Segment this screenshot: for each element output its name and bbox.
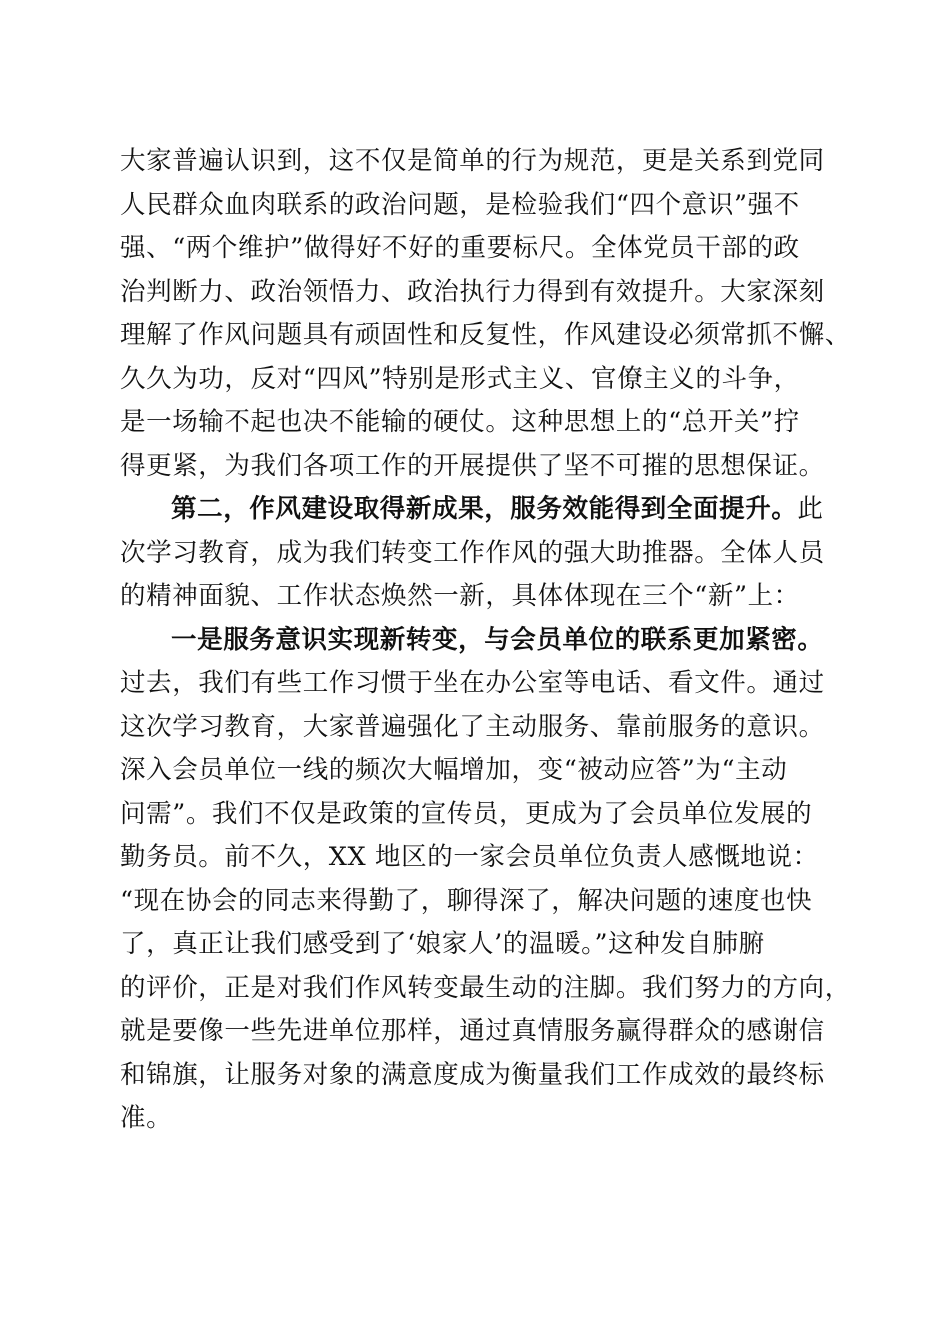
text-line: 准。 (120, 1103, 173, 1133)
section-heading: 第二，作风建设取得新成果，服务效能得到全面提升。 (171, 494, 798, 524)
text-line: 这次学习教育，大家普遍强化了主动服务、靠前服务的意识。 (120, 711, 825, 742)
text-line: 理解了作风问题具有顽固性和反复性，作风建设必须常抓不懈、 (120, 320, 851, 350)
text-line: 过去，我们有些工作习惯于坐在办公室等电话、看文件。通过 (120, 668, 825, 698)
text-line: 久久为功，反对“四风”特别是形式主义、官僚主义的斗争， (120, 363, 800, 394)
text-line: 勤务员。前不久，XX 地区的一家会员单位负责人感慨地说： (120, 842, 819, 872)
text-line: 大家普遍认识到，这不仅是简单的行为规范，更是关系到党同 (120, 146, 825, 176)
text-line: 就是要像一些先进单位那样，通过真情服务赢得群众的感谢信 (120, 1016, 825, 1046)
text-line: 深入会员单位一线的频次大幅增加，变“被动应答”为“主动 (120, 755, 788, 785)
text-line: “现在协会的同志来得勤了，聊得深了，解决问题的速度也快 (120, 885, 813, 916)
section-heading-rest: 此 (797, 494, 824, 524)
text-line: 的评价，正是对我们作风转变最生动的注脚。我们努力的方向， (120, 972, 851, 1003)
text-line: 强、“两个维护”做得好不好的重要标尺。全体党员干部的政 (120, 233, 800, 263)
text-line: 是一场输不起也决不能输的硬仗。这种思想上的“总开关”拧 (120, 407, 800, 437)
text-line: 的精神面貌、工作状态焕然一新，具体体现在三个“新”上： (120, 581, 800, 611)
text-line: 了，真正让我们感受到了‘娘家人’的温暖。”这种发自肺腑 (120, 929, 765, 959)
text-line: 次学习教育，成为我们转变工作作风的强大助推器。全体人员 (120, 537, 825, 568)
text-line: 治判断力、政治领悟力、政治执行力得到有效提升。大家深刻 (120, 276, 825, 307)
text-line: 和锦旗，让服务对象的满意度成为衡量我们工作成效的最终标 (120, 1059, 825, 1090)
text-line: 得更紧，为我们各项工作的开展提供了坚不可摧的思想保证。 (120, 450, 825, 481)
section-heading-line (120, 488, 834, 532)
point-heading: 一是服务意识实现新转变，与会员单位的联系更加紧密。 (171, 624, 824, 655)
document-body (120, 140, 851, 1141)
text-line: 问需”。我们不仅是政策的宣传员，更成为了会员单位发展的 (120, 798, 813, 829)
text-line: 人民群众血肉联系的政治问题，是检验我们“四个意识”强不 (120, 189, 800, 220)
